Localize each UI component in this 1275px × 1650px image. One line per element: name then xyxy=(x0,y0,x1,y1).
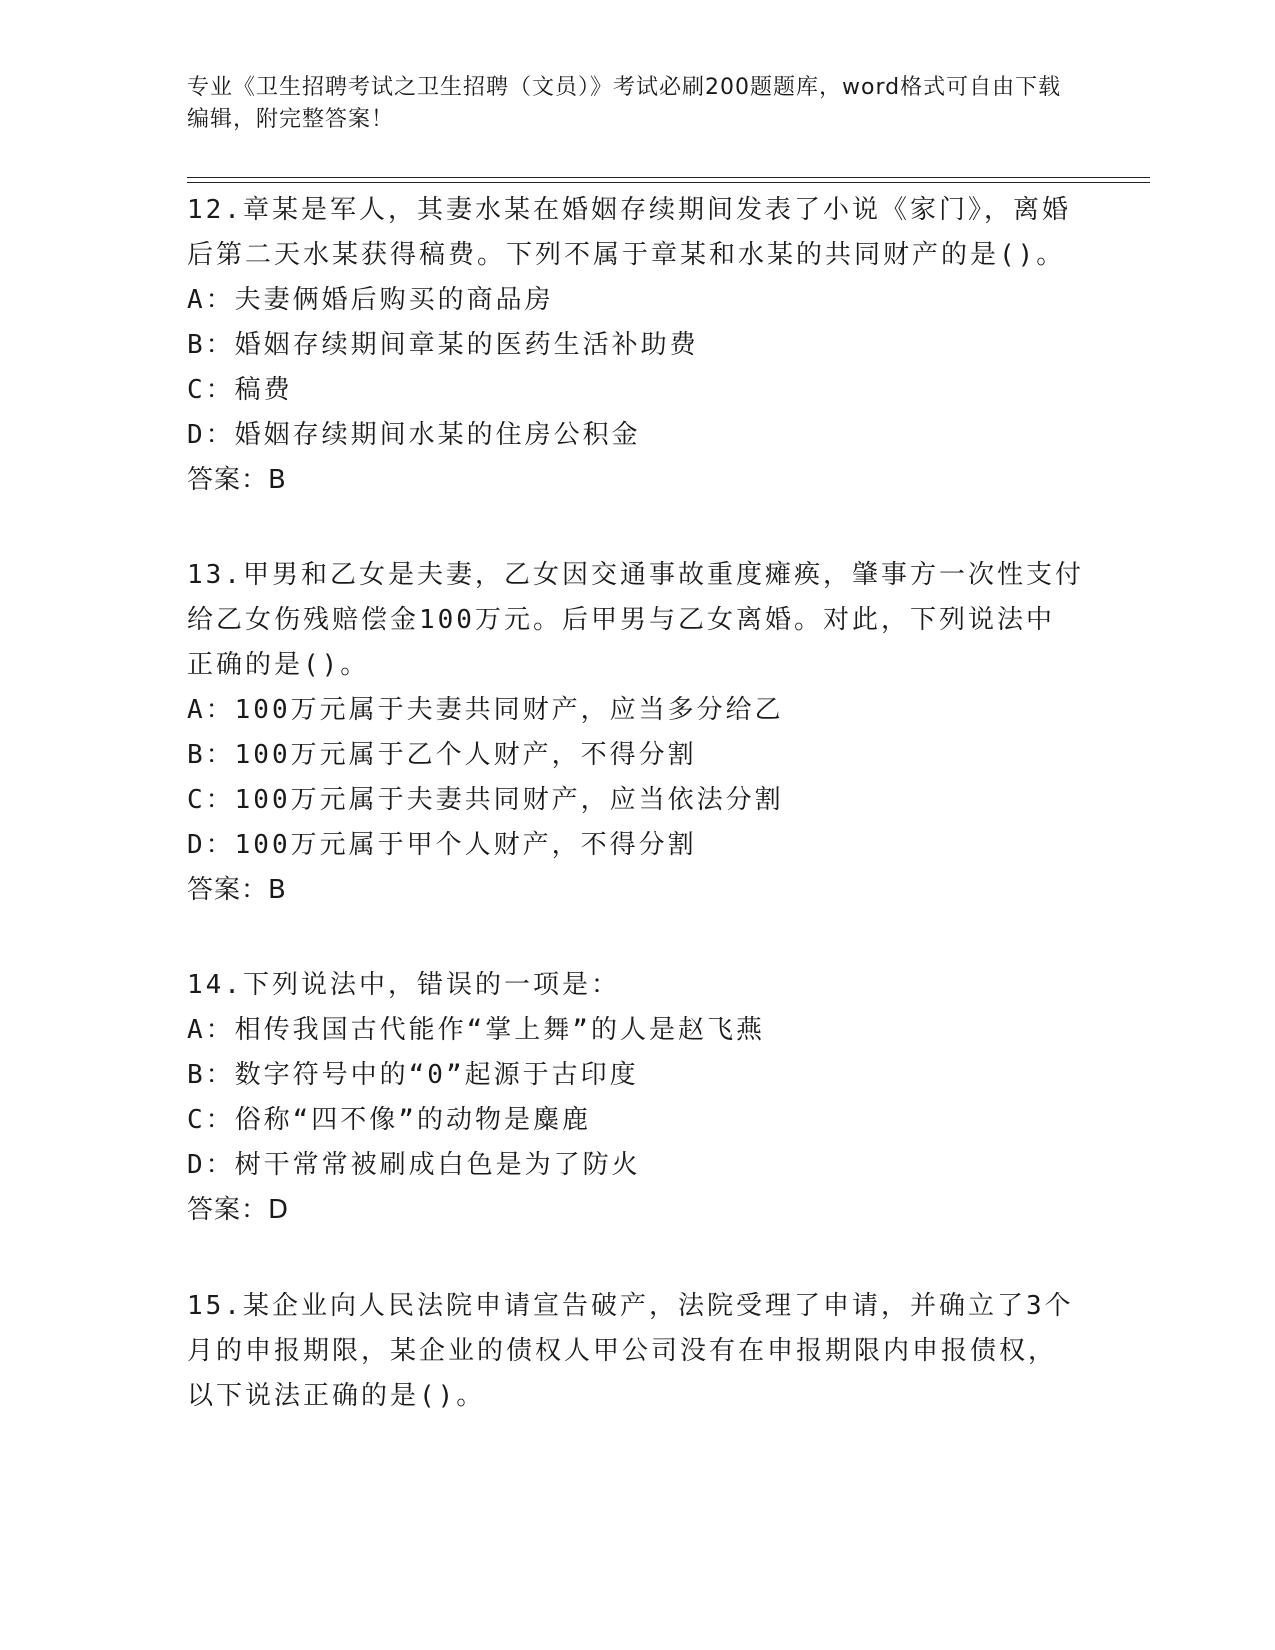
option-d: D：婚姻存续期间水某的住房公积金 xyxy=(187,420,641,450)
question-12 xyxy=(187,188,1087,503)
header-divider-top xyxy=(187,177,1150,178)
option-b: B：100万元属于乙个人财产，不得分割 xyxy=(187,740,697,770)
option-d: D：树干常常被刷成白色是为了防火 xyxy=(187,1150,641,1180)
question-13 xyxy=(187,553,1087,913)
question-stem-line: 正确的是()。 xyxy=(187,650,370,680)
answer-line: 答案：D xyxy=(187,1195,290,1225)
question-14 xyxy=(187,963,1087,1233)
option-a: A：夫妻俩婚后购买的商品房 xyxy=(187,285,554,315)
option-b: B：数字符号中的“0”起源于古印度 xyxy=(187,1060,639,1090)
question-stem-line: 给乙女伤残赔偿金100万元。后甲男与乙女离婚。对此，下列说法中 xyxy=(187,605,1055,635)
option-b: B：婚姻存续期间章某的医药生活补助费 xyxy=(187,330,699,360)
question-stem-line: 13.甲男和乙女是夫妻，乙女因交通事故重度瘫痪，肇事方一次性支付 xyxy=(187,560,1084,590)
option-d: D：100万元属于甲个人财产，不得分割 xyxy=(187,830,697,860)
question-stem-line: 后第二天水某获得稿费。下列不属于章某和水某的共同财产的是()。 xyxy=(187,240,1066,270)
option-c: C：稿费 xyxy=(187,375,293,405)
document-header: 专业《卫生招聘考试之卫生招聘（文员）》考试必刷200题题库，word格式可自由下载编辑，附完整答案！ xyxy=(187,75,1062,132)
question-stem-line: 以下说法正确的是()。 xyxy=(187,1381,486,1411)
question-stem-line: 15.某企业向人民法院申请宣告破产，法院受理了申请，并确立了3个 xyxy=(187,1291,1074,1321)
answer-line: 答案：B xyxy=(187,465,287,495)
answer-line: 答案：B xyxy=(187,875,287,905)
question-stem-line: 12.章某是军人，其妻水某在婚姻存续期间发表了小说《家门》，离婚 xyxy=(187,195,1071,225)
header-divider-bottom xyxy=(187,182,1150,183)
option-a: A：相传我国古代能作“掌上舞”的人是赵飞燕 xyxy=(187,1015,765,1045)
question-stem-line: 14.下列说法中，错误的一项是： xyxy=(187,970,620,1000)
question-15 xyxy=(187,1284,1087,1419)
option-c: C：100万元属于夫妻共同财产，应当依法分割 xyxy=(187,785,784,815)
question-stem-line: 月的申报期限，某企业的债权人甲公司没有在申报期限内申报债权， xyxy=(187,1336,1058,1366)
option-a: A：100万元属于夫妻共同财产，应当多分给乙 xyxy=(187,695,784,725)
option-c: C：俗称“四不像”的动物是麋鹿 xyxy=(187,1105,591,1135)
